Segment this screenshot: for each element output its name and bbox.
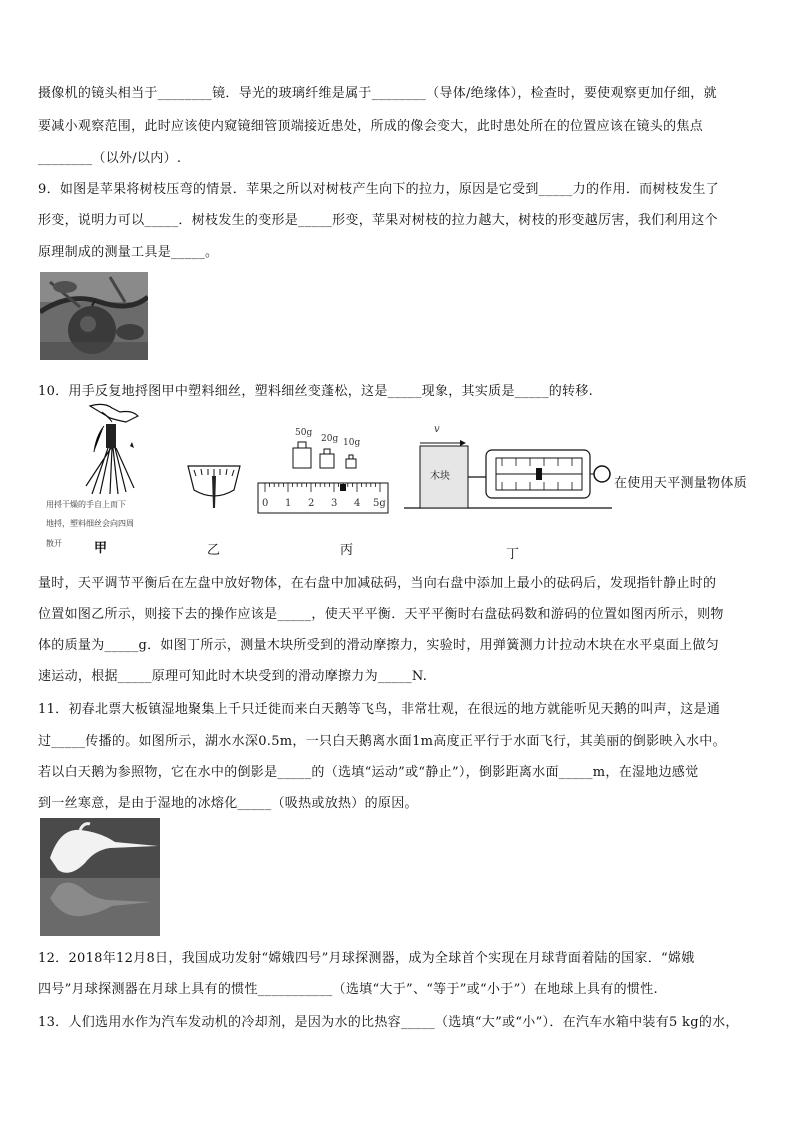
figure-yi-balance-scale	[184, 462, 244, 510]
jia-note-3: 散开	[46, 539, 62, 548]
caption-jia: 甲	[94, 541, 108, 556]
question-9-line-1: 9．如图是苹果将树枝压弯的情景．苹果之所以对树枝产生向下的拉力，原因是它受到_____力的作用．而树枝发生了	[38, 182, 719, 197]
caption-yi: 乙	[207, 543, 221, 558]
question-9-line-3: 原理制成的测量工具是_____。	[38, 245, 219, 260]
ruler-tick-2: 2	[308, 498, 315, 509]
jia-note-2: 地捋，塑料细丝会向四周	[46, 519, 134, 528]
question-11-line-3: 若以白天鹅为参照物，它在水中的倒影是_____的（选填“运动”或“静止”），倒影距离水面_____m，在湿地边感觉	[38, 765, 699, 780]
question-10-line-2: 量时，天平调节平衡后在左盘中放好物体，在右盘中加减砝码，当向右盘中添加上最小的砝码后，发现指针静止时的	[38, 576, 717, 591]
text-line-2: 要减小观察范围，此时应该使内窥镜细管顶端接近患处，所成的像会变大，此时患处所在的位置应该在镜头的焦点	[38, 119, 704, 134]
block-label: 木块	[430, 471, 450, 482]
question-11-line-2: 过_____传播的。如图所示，湖水水深0.5m，一只白天鹅离水面1m高度正平行于水面飞行，其美丽的倒影映入水中。	[38, 734, 726, 749]
ruler-tick-0: 0	[262, 498, 269, 509]
question-10-inline-text: 在使用天平测量物体质	[614, 476, 748, 491]
swan-reflection-photo	[40, 818, 160, 936]
caption-bing: 丙	[340, 543, 354, 558]
question-11-line-4: 到一丝寒意，是由于湿地的冰熔化_____（吸热或放热）的原因。	[38, 796, 418, 811]
question-13-line-1: 13．人们选用水作为汽车发动机的冷却剂，是因为水的比热容_____（选填“大”或“小”）．在汽车水箱中装有5 kg的水，	[38, 1015, 739, 1030]
jia-note-1: 用捋干燥的手自上而下	[46, 500, 126, 509]
figure-bing-weights	[288, 440, 368, 470]
question-11-line-1: 11．初春北票大板镇湿地聚集上千只迁徙而来白天鹅等飞鸟，非常壮观，在很远的地方就能听见天鹅的叫声，这是通	[38, 702, 721, 717]
caption-ding: 丁	[506, 547, 520, 562]
figure-bing-ruler	[257, 482, 389, 514]
weight-label-50g: 50g	[295, 428, 313, 438]
text-line-3: ________（以外/以内）.	[38, 151, 182, 166]
ruler-tick-3: 3	[331, 498, 338, 509]
weight-label-20g: 20g	[321, 434, 339, 444]
weight-label-10g: 10g	[343, 438, 361, 448]
question-9-line-2: 形变，说明力可以_____．树枝发生的变形是_____形变，苹果对树枝的拉力越大，树枝的形变越厉害，我们利用这个	[38, 213, 718, 228]
question-10-line-4: 体的质量为_____g．如图丁所示，测量木块所受到的滑动摩擦力，实验时，用弹簧测力计拉动木块在水平桌面上做匀	[38, 638, 720, 653]
apple-branch-photo	[40, 272, 148, 360]
text-line-1: 摄像机的镜头相当于________镜．导光的玻璃纤维是属于________（导体/绝缘体），检查时，要使观察更加仔细，就	[38, 86, 717, 101]
ruler-tick-5g: 5g	[373, 498, 386, 509]
velocity-label: v	[434, 424, 440, 435]
figure-jia-plastic-strands	[82, 402, 150, 496]
question-10-line-1: 10．用手反复地捋图甲中塑料细丝，塑料细丝变蓬松，这是_____现象，其实质是_____的转移.	[38, 384, 594, 399]
ruler-tick-4: 4	[354, 498, 361, 509]
velocity-arrow-icon	[420, 432, 466, 440]
question-12-line-1: 12．2018年12月8日，我国成功发射“嫦娥四号”月球探测器，成为全球首个实现在月球背面着陆的国家．“嫦娥	[38, 951, 695, 966]
question-10-line-3: 位置如图乙所示，则接下去的操作应该是_____，使天平平衡．天平平衡时右盘砝码数和游码的位置如图丙所示，则物	[38, 607, 724, 622]
ruler-tick-1: 1	[285, 498, 292, 509]
question-10-line-5: 速运动，根据_____原理可知此时木块受到的滑动摩擦力为_____N.	[38, 669, 428, 684]
question-12-line-2: 四号”月球探测器在月球上具有的惯性___________（选填“大于”、“等于”或“小于”）在地球上具有的惯性.	[38, 982, 658, 997]
